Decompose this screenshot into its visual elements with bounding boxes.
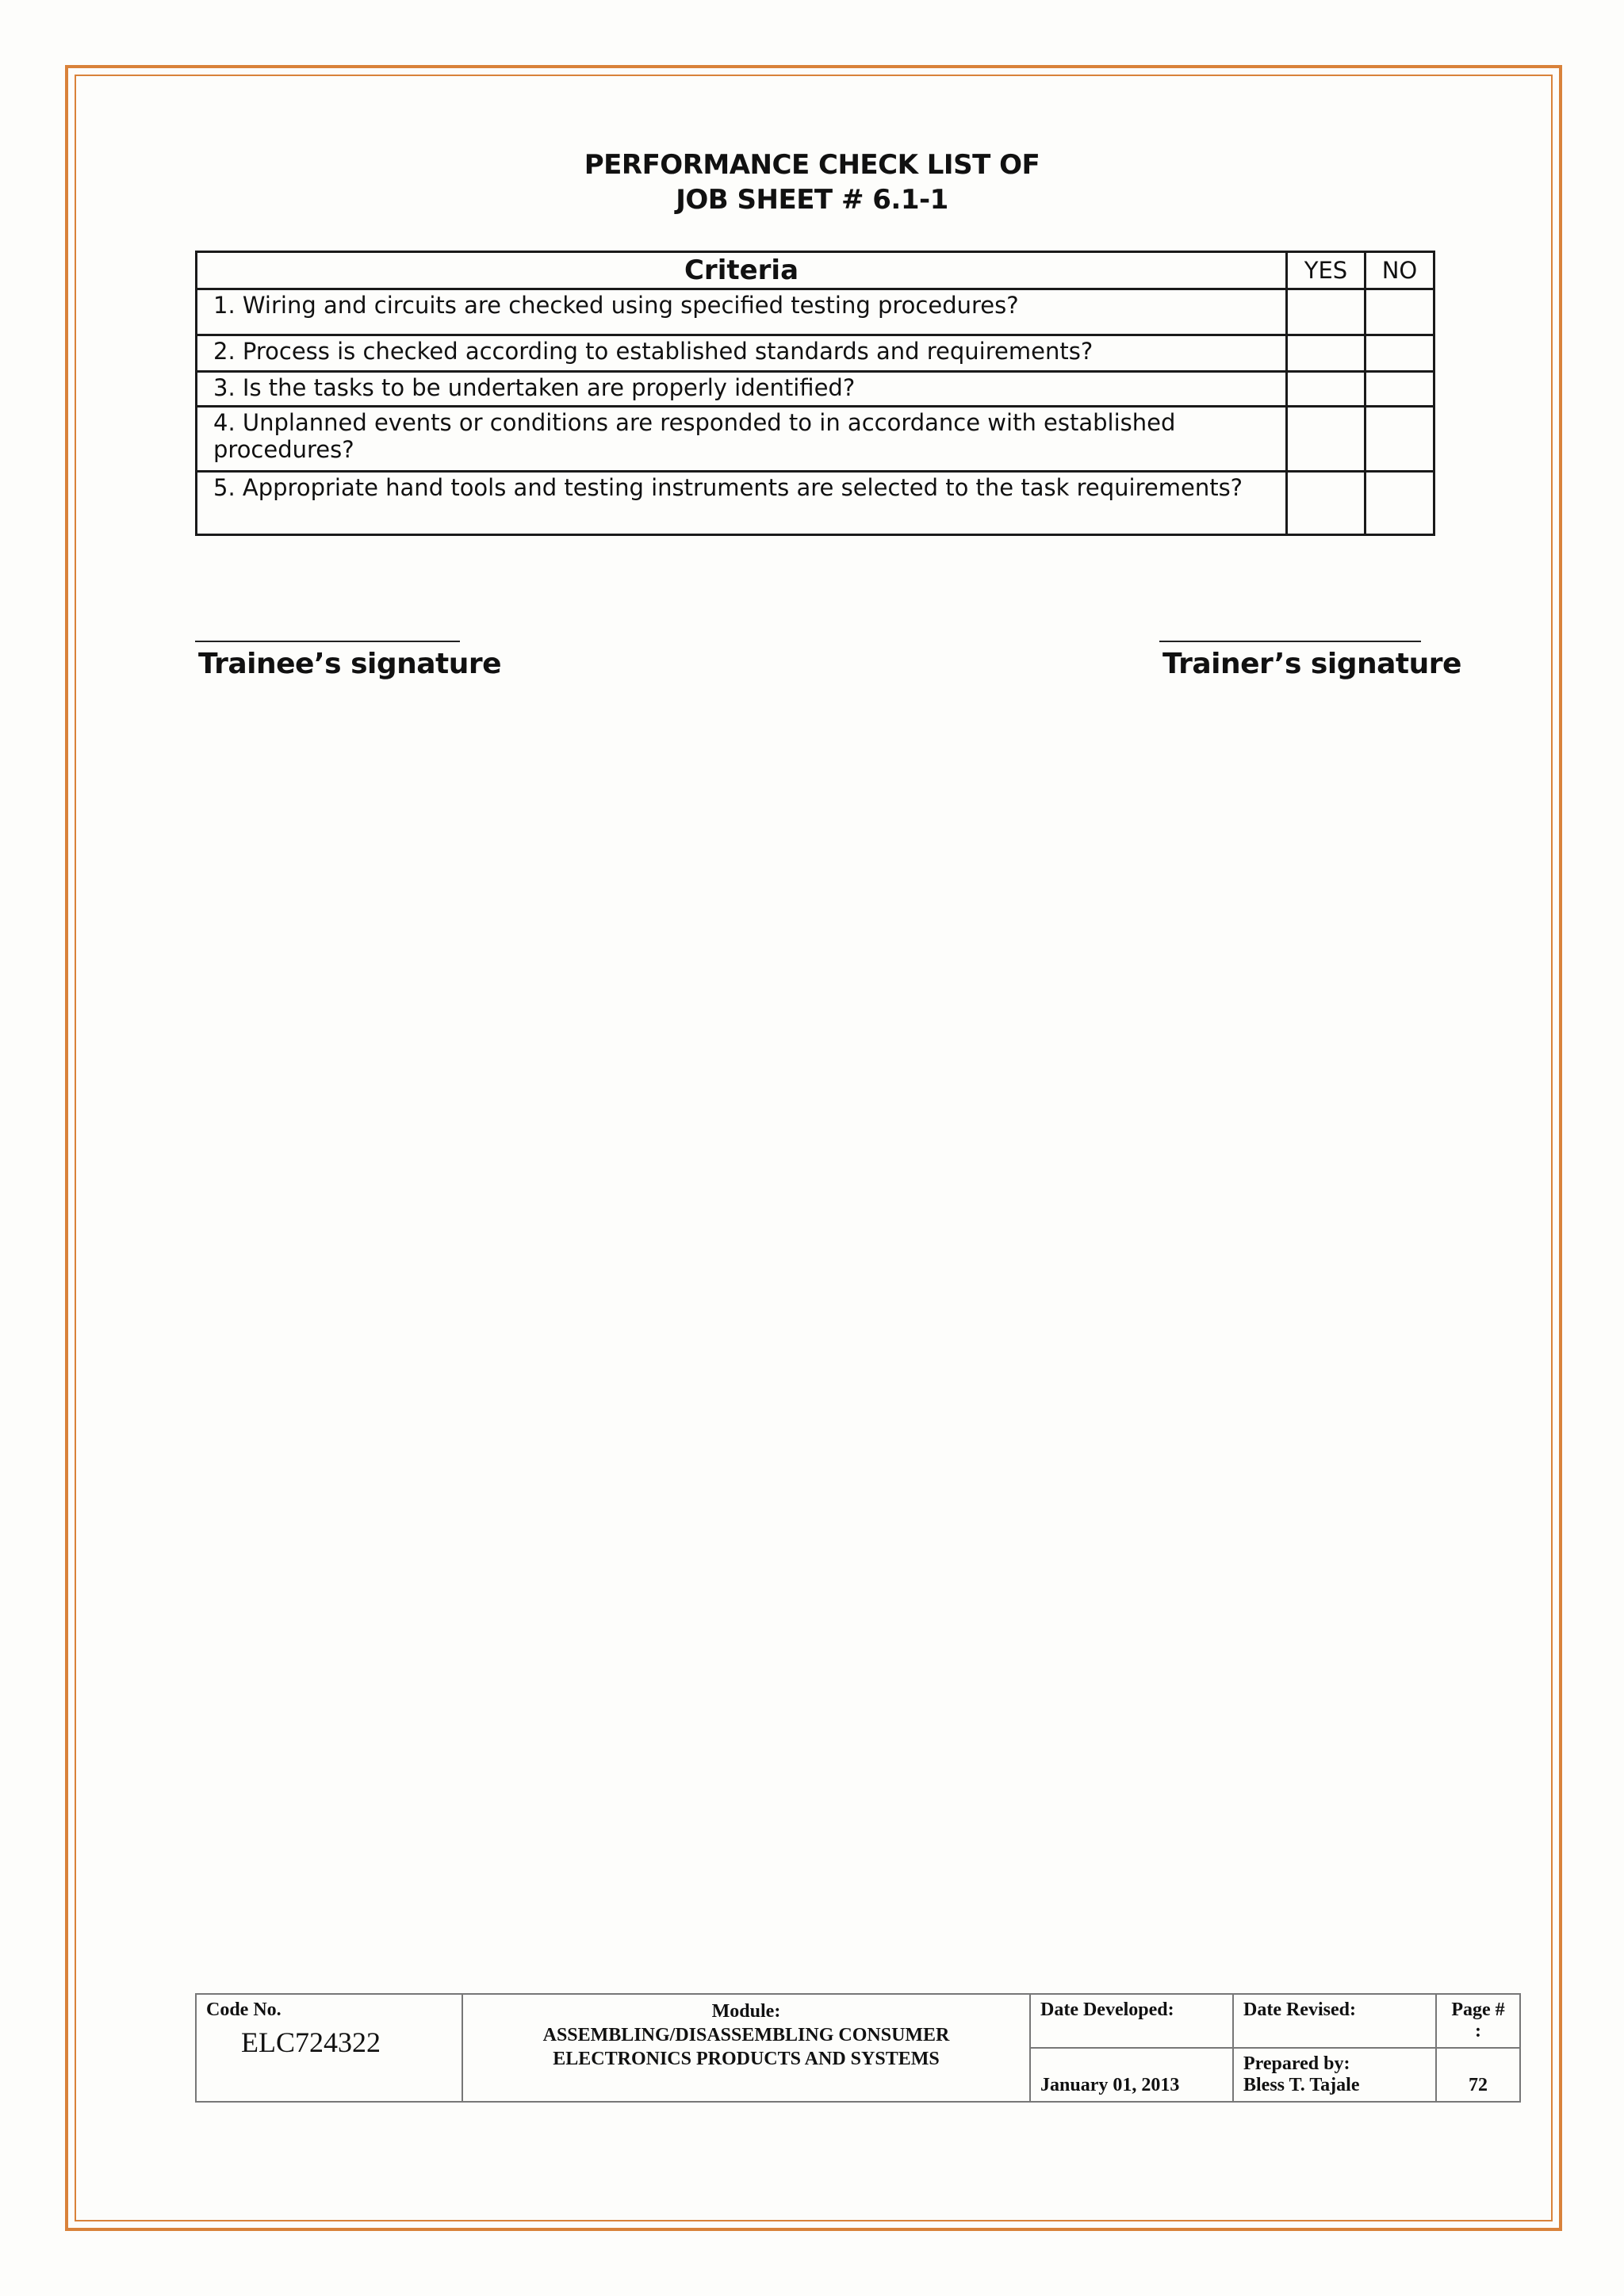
- no-checkbox-cell[interactable]: [1365, 407, 1434, 472]
- table-row: [197, 472, 1434, 535]
- trainer-signature-line[interactable]: [1159, 641, 1421, 642]
- table-row: [197, 407, 1434, 472]
- document-title: [0, 147, 1624, 217]
- date-developed-label: Date Developed:: [1030, 1994, 1233, 2048]
- yes-checkbox-cell[interactable]: [1287, 372, 1365, 407]
- prepared-by-label: Prepared by:: [1243, 2053, 1350, 2074]
- module-title-line-1: ASSEMBLING/DISASSEMBLING CONSUMER: [542, 2025, 950, 2045]
- yes-header: YES: [1287, 252, 1365, 289]
- document-footer-table: [195, 1993, 1521, 2103]
- table-row: [197, 335, 1434, 372]
- code-label: Code No.: [206, 1999, 282, 2020]
- code-cell: [196, 1994, 462, 2102]
- criteria-cell: 4. Unplanned events or conditions are responded to in accordance with established procedures?: [197, 407, 1287, 472]
- no-header: NO: [1365, 252, 1434, 289]
- title-line-2: JOB SHEET # 6.1-1: [676, 184, 948, 216]
- criteria-header: Criteria: [197, 252, 1287, 289]
- yes-checkbox-cell[interactable]: [1287, 407, 1365, 472]
- footer-row: [196, 1994, 1520, 2048]
- no-checkbox-cell[interactable]: [1365, 372, 1434, 407]
- module-title-line-2: ELECTRONICS PRODUCTS AND SYSTEMS: [553, 2049, 940, 2069]
- title-line-1: PERFORMANCE CHECK LIST OF: [584, 149, 1040, 181]
- page-number: 72: [1436, 2048, 1520, 2102]
- date-revised-label: Date Revised:: [1233, 1994, 1436, 2048]
- criteria-cell: 2. Process is checked according to established standards and requirements?: [197, 335, 1287, 372]
- trainee-signature-line[interactable]: [195, 641, 460, 642]
- yes-checkbox-cell[interactable]: [1287, 472, 1365, 535]
- trainer-signature-label: Trainer’s signature: [1162, 648, 1461, 680]
- criteria-cell: 3. Is the tasks to be undertaken are properly identified?: [197, 372, 1287, 407]
- page-label: Page # :: [1436, 1994, 1520, 2048]
- table-row: [197, 372, 1434, 407]
- table-header-row: [197, 252, 1434, 289]
- no-checkbox-cell[interactable]: [1365, 289, 1434, 335]
- date-developed-value: January 01, 2013: [1030, 2048, 1233, 2102]
- code-value: ELC724322: [241, 2026, 381, 2058]
- module-label: Module:: [711, 2001, 781, 2022]
- no-checkbox-cell[interactable]: [1365, 472, 1434, 535]
- yes-checkbox-cell[interactable]: [1287, 335, 1365, 372]
- criteria-cell: 1. Wiring and circuits are checked using specified testing procedures?: [197, 289, 1287, 335]
- criteria-cell: 5. Appropriate hand tools and testing instruments are selected to the task requirements?: [197, 472, 1287, 535]
- table-row: [197, 289, 1434, 335]
- performance-checklist-table: [195, 251, 1435, 536]
- module-cell: [462, 1994, 1030, 2102]
- yes-checkbox-cell[interactable]: [1287, 289, 1365, 335]
- prepared-by-cell: [1233, 2048, 1436, 2102]
- prepared-by-value: Bless T. Tajale: [1243, 2075, 1360, 2095]
- no-checkbox-cell[interactable]: [1365, 335, 1434, 372]
- trainee-signature-label: Trainee’s signature: [198, 648, 502, 680]
